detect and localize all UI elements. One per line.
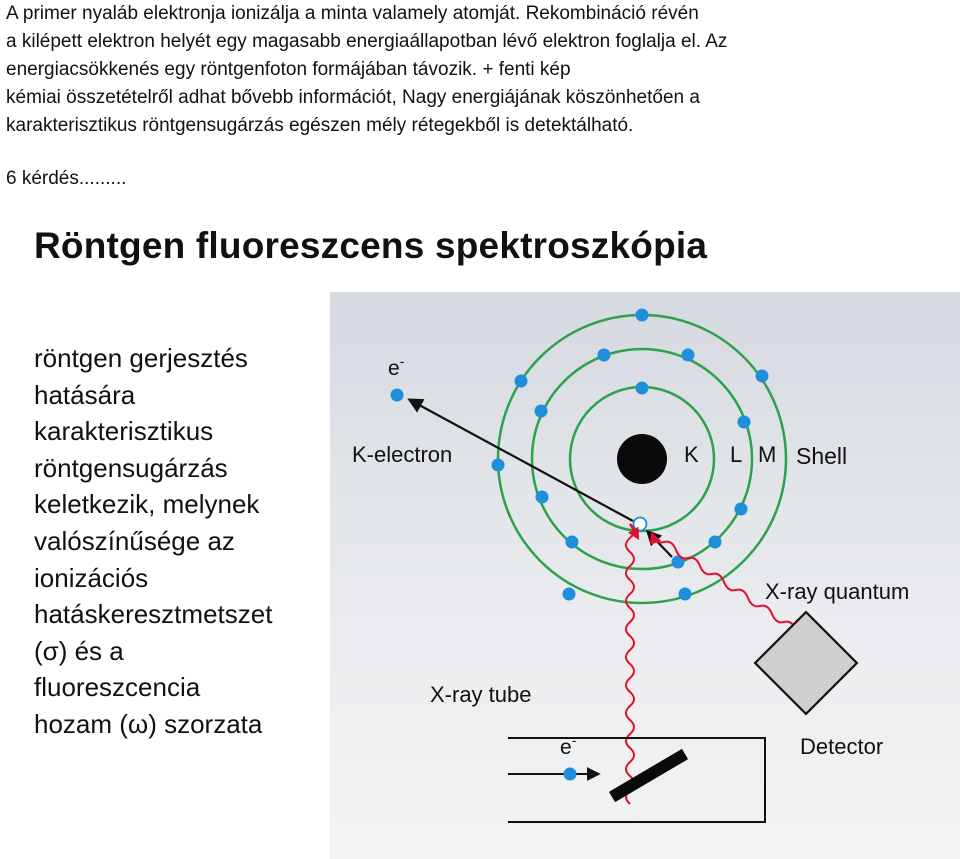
xrf-diagram: [330, 292, 960, 859]
electron: [709, 536, 722, 549]
electron: [535, 405, 548, 418]
electron: [682, 349, 695, 362]
caption-line: hatáskeresztmetszet: [34, 599, 273, 630]
intro-line-4: kémiai összetételről adhat bővebb információt, Nagy energiájának köszönhetően a: [6, 87, 700, 108]
electron: [492, 459, 505, 472]
electron: [536, 491, 549, 504]
xray-quantum-label: X-ray quantum: [765, 579, 910, 604]
electron: [738, 416, 751, 429]
intro-line-3: energiacsökkenés egy röntgenfoton formájában távozik. + fenti kép: [6, 59, 571, 80]
caption-line: karakterisztikus: [34, 416, 214, 447]
electron: [566, 536, 579, 549]
detector-label: Detector: [800, 734, 884, 759]
k-vacancy: [634, 518, 647, 531]
caption-line: hatására: [34, 379, 136, 410]
electron: [515, 375, 528, 388]
shell-l-label: L: [730, 442, 743, 467]
caption-line: keletkezik, melynek: [34, 489, 260, 520]
tube-electron: [564, 768, 577, 781]
intro-line-1: A primer nyaláb elektronja ionizálja a minta valamely atomját. Rekombináció révén: [6, 3, 699, 24]
ejected-electron: [391, 389, 404, 402]
intro-line-2: a kilépett elektron helyét egy magasabb energiaállapotban lévő elektron foglalja el. Az: [6, 31, 728, 52]
slide-caption: [34, 340, 329, 743]
caption-line: röntgen gerjesztés: [34, 343, 248, 373]
electron: [735, 503, 748, 516]
caption-line: (σ) és a: [34, 635, 124, 666]
caption-line: röntgensugárzás: [34, 452, 228, 483]
question-label: 6 kérdés.........: [6, 168, 127, 189]
slide-title: Röntgen fluoreszcens spektroszkópia: [34, 225, 708, 266]
nucleus: [617, 434, 667, 484]
caption-line: ionizációs: [34, 562, 149, 593]
shell-k-label: K: [684, 442, 699, 467]
k-electron-label: K-electron: [352, 442, 453, 467]
caption-line: fluoreszcencia: [34, 672, 201, 703]
electron: [636, 309, 649, 322]
tube-electron-label: e-: [560, 732, 577, 759]
caption-line: valószínűsége az: [34, 525, 235, 556]
intro-line-5: karakterisztikus röntgensugárzás egészen mély rétegekből is detektálható.: [6, 115, 634, 136]
electron: [598, 349, 611, 362]
caption-line: hozam (ω) szorzata: [34, 708, 263, 739]
xray-tube-label: X-ray tube: [430, 682, 532, 707]
electron: [679, 588, 692, 601]
electron: [756, 370, 769, 383]
shell-label: Shell: [796, 443, 848, 469]
electron: [563, 588, 576, 601]
ejected-electron-label: e-: [388, 353, 405, 380]
intro-paragraph: [6, 0, 956, 140]
electron: [636, 382, 649, 395]
shell-m-label: M: [758, 442, 777, 467]
